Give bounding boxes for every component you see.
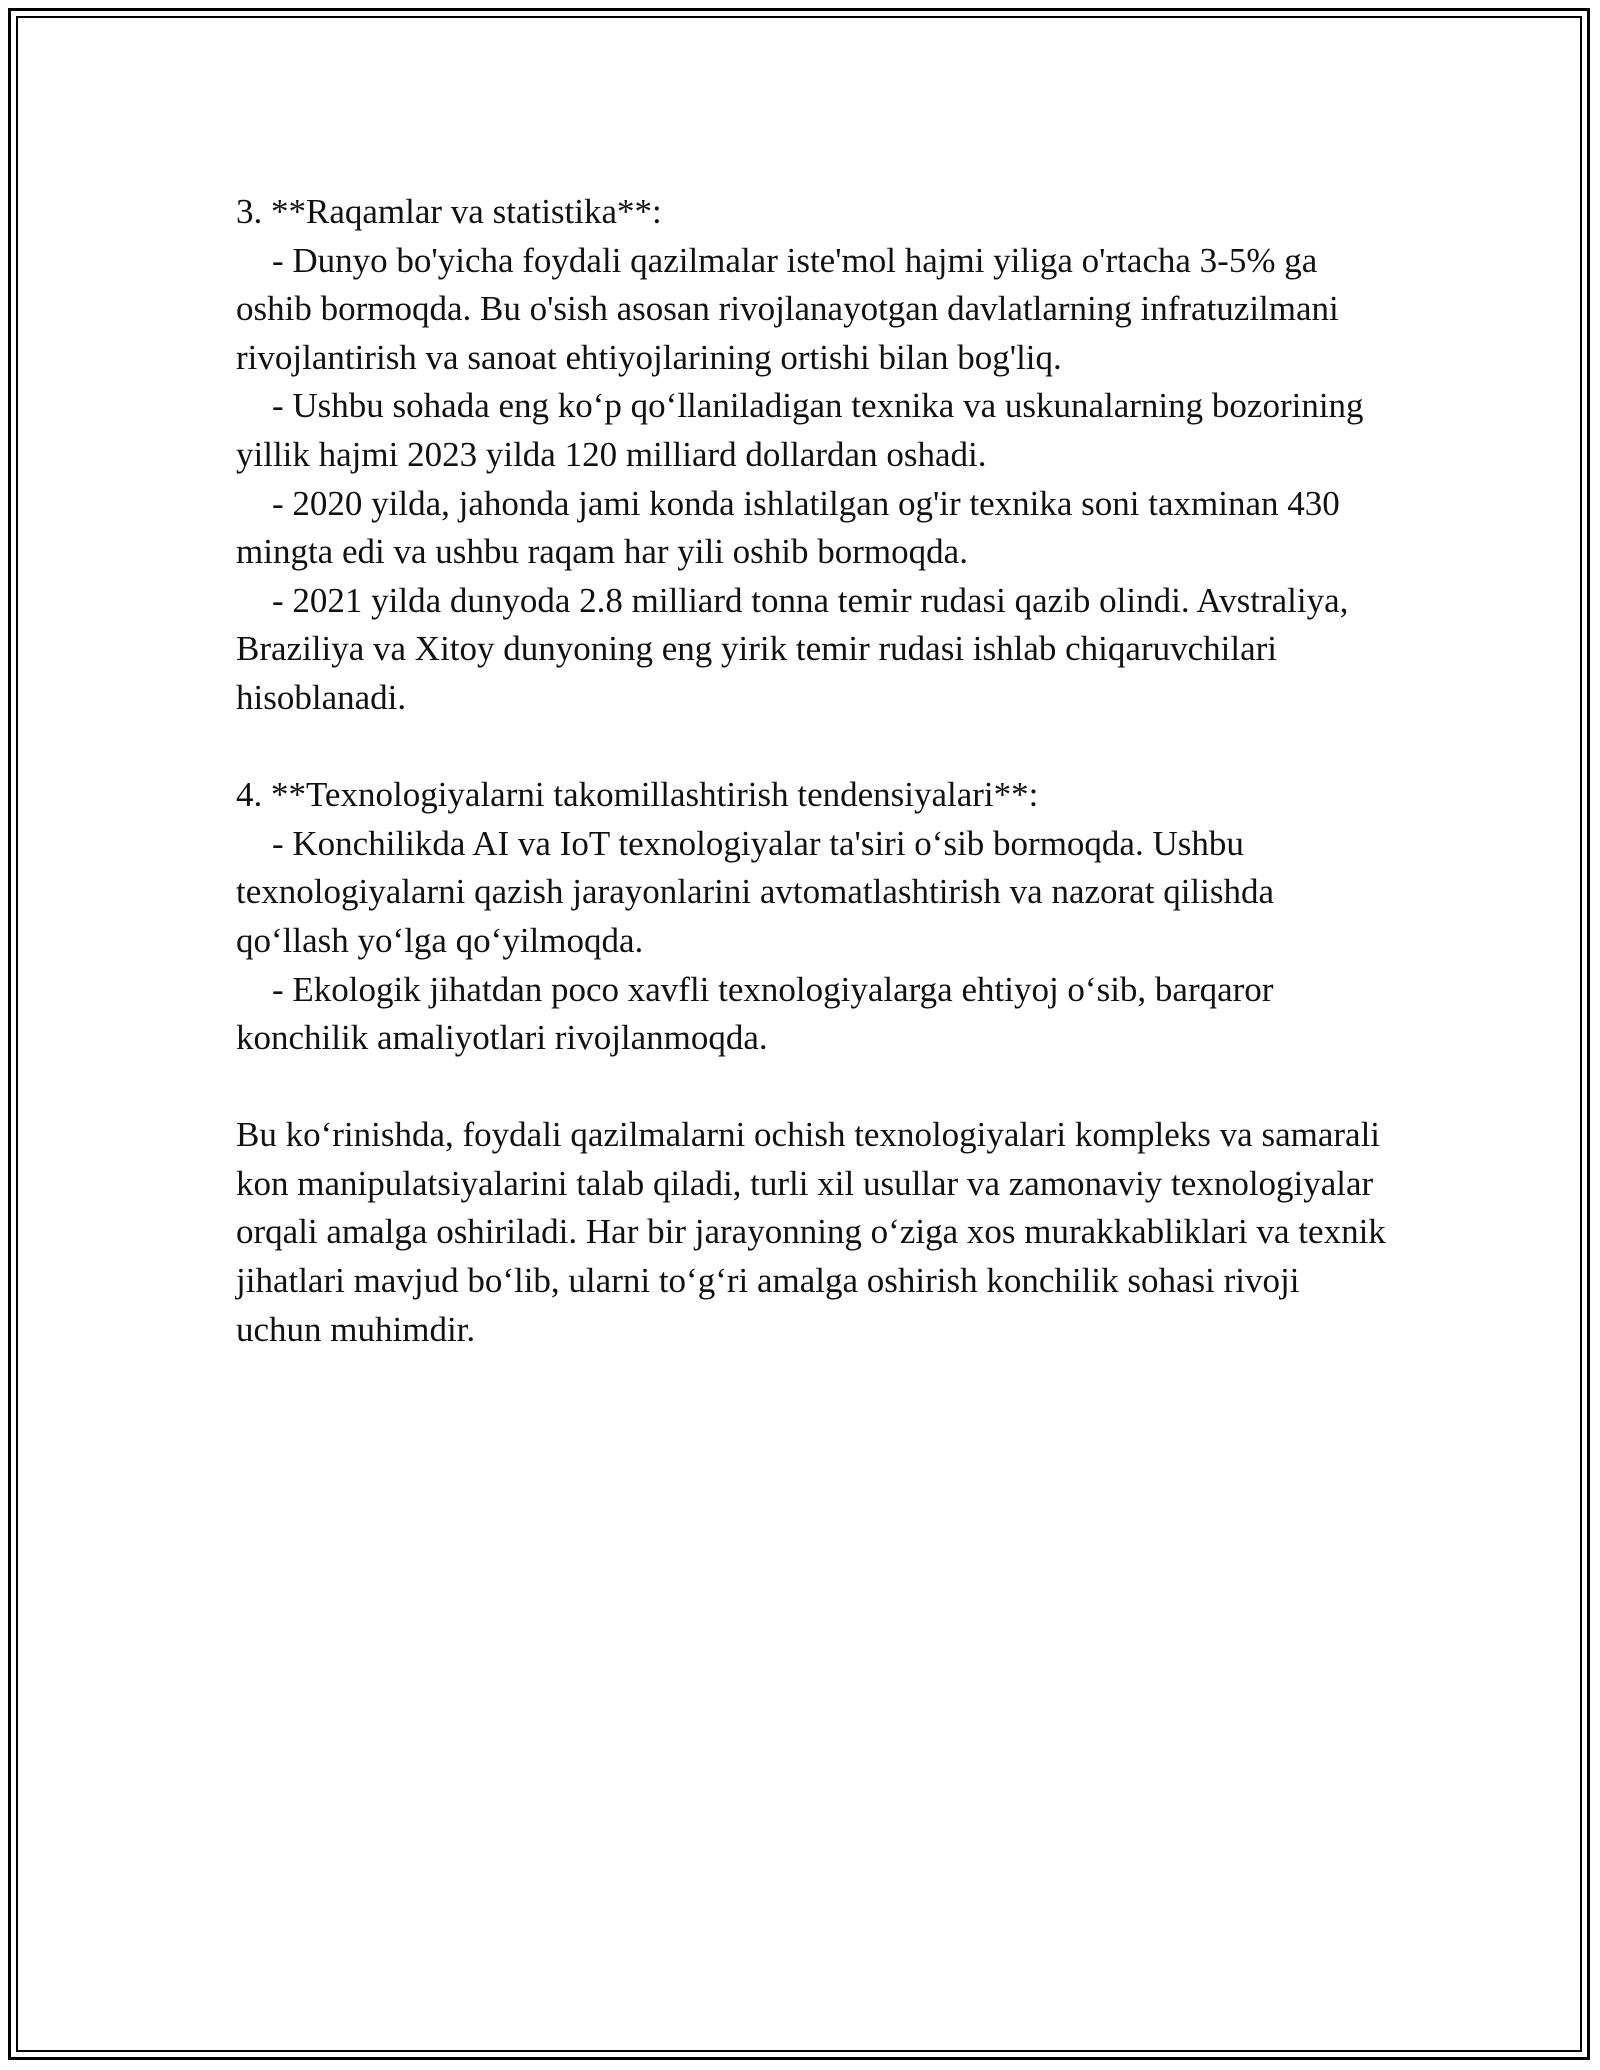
- list-item: [236, 237, 1386, 383]
- list-item-text: - Konchilikda AI va IoT texnologiyalar ta'siri o‘sib bormoqda. Ushbu texnologiyalarni qazish jarayonlarini avtomatlashtirish va nazorat qilishda qo‘llash yo‘lga qo‘yilmoqda.: [236, 823, 1275, 960]
- list-item: [236, 820, 1386, 966]
- list-item-text: - 2020 yilda, jahonda jami konda ishlatilgan og'ir texnika soni taxminan 430 mingta edi va ushbu raqam har yili oshib bormoqda.: [236, 483, 1340, 572]
- list-item: [236, 382, 1386, 479]
- section-heading: 3. **Raqamlar va statistika**:: [236, 192, 662, 231]
- list-item: [236, 966, 1386, 1063]
- list-item-text: - Ekologik jihatdan poco xavfli texnologiyalarga ehtiyoj o‘sib, barqaror konchilik amaliyotlari rivojlanmoqda.: [236, 969, 1274, 1058]
- list-item-text: - Ushbu sohada eng ko‘p qo‘llaniladigan texnika va uskunalarning bozorining yillik hajmi 2023 yilda 120 milliard dollardan oshadi.: [236, 386, 1364, 474]
- list-item: [236, 577, 1386, 723]
- section-technology-trends: [236, 771, 1386, 1063]
- section-heading: 4. **Texnologiyalarni takomillashtirish tendensiyalari**:: [236, 775, 1039, 815]
- section-statistics: [236, 188, 1386, 723]
- conclusion-text: Bu ko‘rinishda, foydali qazilmalarni ochish texnologiyalari kompleks va samarali kon manipulatsiyalarini talab qiladi, turli xil usullar va zamonaviy texnologiyalar orqali amalga oshiriladi. Har bir jarayonning o‘ziga xos murakkabliklari va texnik jihatlari mavjud bo‘lib, ularni to‘g‘ri amalga oshirish konchilik sohasi rivoji uchun muhimdir.: [236, 1115, 1395, 1349]
- conclusion-paragraph: [236, 1111, 1395, 1354]
- list-item: [236, 480, 1386, 577]
- list-item-text: - 2021 yilda dunyoda 2.8 milliard tonna temir rudasi qazib olindi. Avstraliya, Braziliya va Xitoy dunyoning eng yirik temir rudasi ishlab chiqaruvchilari hisoblanadi.: [236, 580, 1349, 717]
- list-item-text: - Dunyo bo'yicha foydali qazilmalar iste'mol hajmi yiliga o'rtacha 3-5% ga oshib bormoqda. Bu o'sish asosan rivojlanayotgan davlatlarning infratuzilmani rivojlantirish va sanoat ehtiyojlarining ortishi bilan bog'liq.: [236, 240, 1339, 377]
- document-body: [236, 188, 1395, 1403]
